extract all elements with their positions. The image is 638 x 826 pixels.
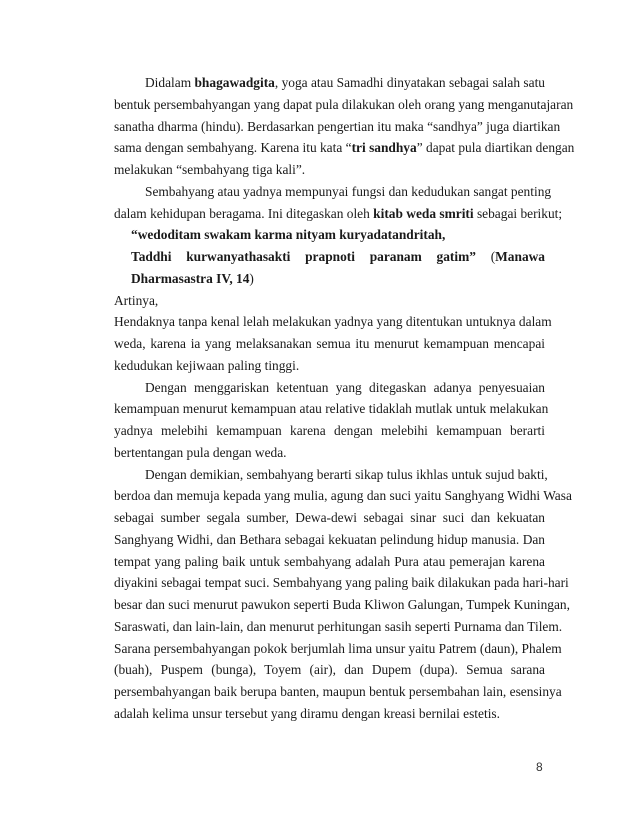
quote-text: “wedoditam swakam karma nityam kuryadatandritah, xyxy=(131,227,446,242)
paragraph-line xyxy=(114,510,545,526)
text-run: Saraswati, dan lain-lain, dan menurut perhitungan sasih seperti Purnama dan Tilem. xyxy=(114,619,563,634)
paragraph-line xyxy=(114,575,569,591)
text-run: ( xyxy=(475,249,496,264)
text-run: Dengan menggariskan ketentuan yang ditegaskan adanya penyesuaian xyxy=(145,380,545,395)
text-run: Sembahyang atau yadnya mempunyai fungsi dan kedudukan sangat penting xyxy=(145,184,552,199)
text-run: tempat yang paling baik untuk sembahyang adalah Pura atau pemerajan karena xyxy=(114,554,545,569)
text-run: (buah), Puspem (bunga), Toyem (air), dan Dupem (dupa). Semua sarana xyxy=(114,662,545,677)
text-run: Dengan demikian, sembahyang berarti sikap tulus ikhlas untuk sujud bakti, xyxy=(145,467,548,482)
paragraph-line xyxy=(114,401,549,417)
quote-line xyxy=(131,249,545,265)
paragraph-line xyxy=(114,293,545,309)
text-run: yadnya melebihi kemampuan karena dengan melebihi kemampuan berarti xyxy=(114,423,545,438)
text-run: sama dengan sembahyang. Karena itu kata “ xyxy=(114,140,352,155)
paragraph-line xyxy=(114,314,552,330)
paragraph-line xyxy=(114,119,561,135)
quote-text: Taddhi kurwanyathasakti prapnoti paranam gatim” xyxy=(131,249,476,264)
paragraph-line xyxy=(145,467,548,483)
paragraph-line xyxy=(114,445,545,461)
text-run: Didalam xyxy=(145,75,195,90)
paragraph-line xyxy=(114,140,575,156)
paragraph-line xyxy=(114,336,545,352)
text-run: ” dapat pula diartikan dengan xyxy=(416,140,575,155)
text-run: besar dan suci menurut pawukon seperti Buda Kliwon Galungan, Tumpek Kuningan, xyxy=(114,597,570,612)
paragraph-line xyxy=(114,358,545,374)
paragraph-line xyxy=(114,423,545,439)
text-run: Hendaknya tanpa kenal lelah melakukan yadnya yang ditentukan untuknya dalam xyxy=(114,314,552,329)
paragraph-line xyxy=(114,597,570,613)
paragraph-line xyxy=(145,75,545,91)
text-run: Artinya, xyxy=(114,293,159,308)
text-run: kedudukan kejiwaan paling tinggi. xyxy=(114,358,300,373)
paragraph-line xyxy=(114,532,545,548)
paragraph-line xyxy=(114,619,563,635)
bold-term: kitab weda smriti xyxy=(373,206,474,221)
bold-term: bhagawadgita xyxy=(194,75,275,90)
page-number: 8 xyxy=(536,760,543,774)
text-run: ) xyxy=(249,271,254,286)
quote-source: Manawa xyxy=(495,249,545,264)
paragraph-line xyxy=(114,162,545,178)
text-run: persembahyangan baik berupa banten, maupun bentuk persembahan lain, esensinya xyxy=(114,684,562,699)
text-run: Sanghyang Widhi, dan Bethara sebagai kekuatan pelindung hidup manusia. Dan xyxy=(114,532,545,547)
quote-line xyxy=(131,227,545,243)
text-run: bentuk persembahyangan yang dapat pula dilakukan oleh orang yang menganutajaran xyxy=(114,97,574,112)
quote-source: Dharmasastra IV, 14 xyxy=(131,271,250,286)
text-run: diyakini sebagai tempat suci. Sembahyang yang paling baik dilakukan pada hari-hari xyxy=(114,575,569,590)
paragraph-line xyxy=(145,380,545,396)
text-run: sebagai sumber segala sumber, Dewa-dewi sebagai sinar suci dan kekuatan xyxy=(114,510,545,525)
paragraph-line xyxy=(114,206,563,222)
paragraph-line xyxy=(145,184,552,200)
quote-line xyxy=(131,271,545,287)
text-run: weda, karena ia yang melaksanakan semua itu menurut kemampuan mencapai xyxy=(114,336,545,351)
text-run: berdoa dan memuja kepada yang mulia, agung dan suci yaitu Sanghyang Widhi Wasa xyxy=(114,488,572,503)
paragraph-line xyxy=(114,488,572,504)
paragraph-line xyxy=(114,662,545,678)
text-run: adalah kelima unsur tersebut yang diramu dengan kreasi bernilai estetis. xyxy=(114,706,500,721)
paragraph-line xyxy=(114,97,574,113)
text-run: sebagai berikut; xyxy=(473,206,563,221)
text-run: dalam kehidupan beragama. Ini ditegaskan oleh xyxy=(114,206,374,221)
text-run: bertentangan pula dengan weda. xyxy=(114,445,287,460)
paragraph-line xyxy=(114,684,562,700)
text-run: Sarana persembahyangan pokok berjumlah lima unsur yaitu Patrem (daun), Phalem xyxy=(114,641,562,656)
text-run: , yoga atau Samadhi dinyatakan sebagai salah satu xyxy=(274,75,545,90)
paragraph-line xyxy=(114,706,545,722)
paragraph-line xyxy=(114,641,562,657)
text-run: kemampuan menurut kemampuan atau relative tidaklah mutlak untuk melakukan xyxy=(114,401,549,416)
text-run: melakukan “sembahyang tiga kali”. xyxy=(114,162,306,177)
paragraph-line xyxy=(114,554,545,570)
bold-term: tri sandhya xyxy=(351,140,417,155)
text-run: sanatha dharma (hindu). Berdasarkan pengertian itu maka “sandhya” juga diartikan xyxy=(114,119,561,134)
